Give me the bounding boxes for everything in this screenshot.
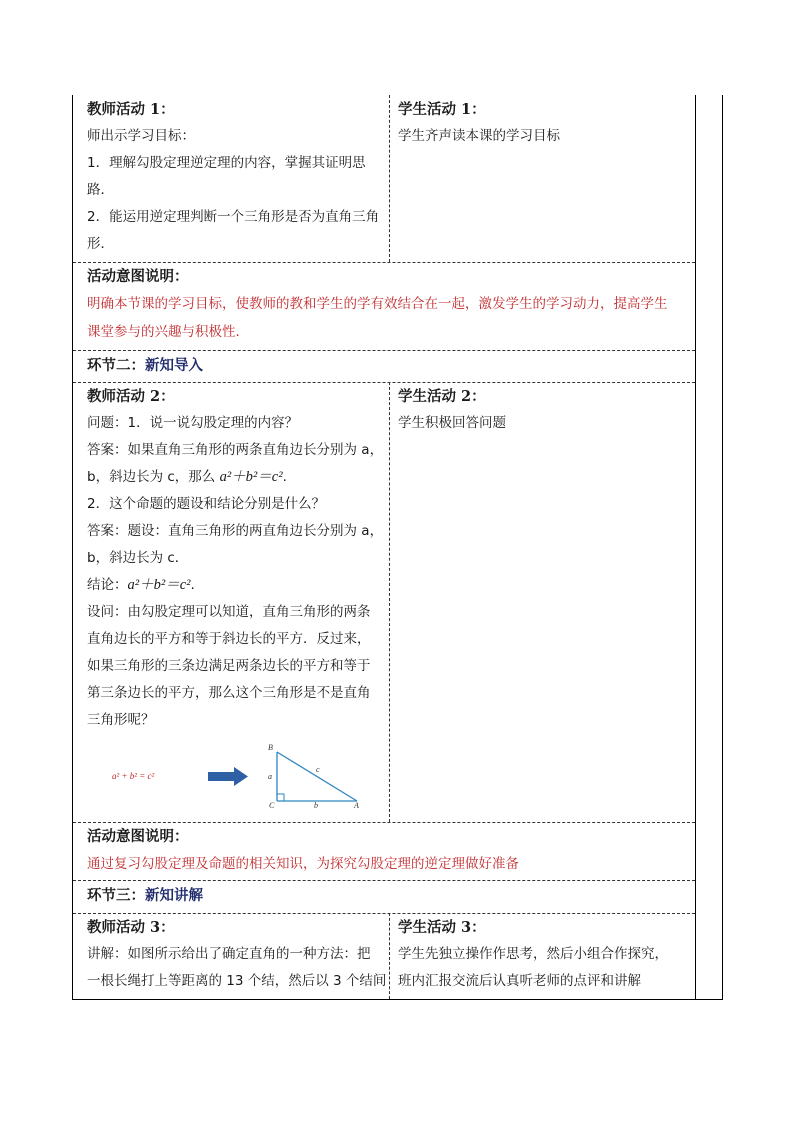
side-label-b: b [314,801,318,810]
conclusion-label: 结论： [87,577,128,593]
question-3-line: 直角边长的平方和等于斜边长的平方．反过来， [87,631,371,647]
lesson-plan-table [72,95,723,1000]
answer-2-line: b，斜边长为 c． [87,550,189,566]
question-3-line: 三角形呢？ [87,712,155,728]
teacher-activity-3 [87,914,387,995]
section-3-heading [87,882,203,909]
vertex-label-c: C [269,801,275,810]
conclusion-line [87,572,387,599]
vertex-label-b: B [268,743,273,752]
student-activity-2 [398,383,688,437]
arrow-icon [208,767,248,786]
teacher-activity-3-line: 一根长绳打上等距离的 13 个结，然后以 3 个结间 [87,973,387,989]
table-border-left [72,95,73,1000]
conclusion-formula: a²＋b²＝c² [127,577,191,593]
answer-1-end: . [282,469,287,485]
diagram-formula: a² + b² = c² [112,771,155,781]
student-activity-3-heading: 学生活动 3： [398,919,486,936]
question-3-line: 设问：由勾股定理可以知道，直角三角形的两条 [87,604,371,620]
activity-intent-2 [87,823,687,878]
triangle-shape [277,752,357,801]
answer-1-line [87,464,387,491]
answer-1-text: b，斜边长为 c，那么 [87,469,220,485]
student-activity-3-line: 班内汇报交流后认真听老师的点评和讲解 [398,973,641,989]
column-divider [389,382,390,822]
section-2-title: 新知导入 [145,357,203,374]
pythagorean-formula: a²＋b²＝c² [219,469,283,485]
answer-1-line: 答案：如果直角三角形的两条直角边长分别为 a， [87,442,384,458]
table-border-right [722,95,723,1000]
teacher-activity-1-heading: 教师活动 1： [87,101,175,118]
teacher-activity-1 [87,96,387,258]
section-2-prefix: 环节二： [87,357,145,374]
question-3-line: 第三条边长的平方，那么这个三角形是不是直角 [87,685,371,701]
student-activity-1-line: 学生齐声读本课的学习目标 [398,128,560,144]
activity-intent-1-heading: 活动意图说明： [87,268,189,285]
teacher-activity-3-line: 讲解：如图所示给出了确定直角的一种方法：把 [87,946,371,962]
student-activity-3-line: 学生先独立操作作思考，然后小组合作探究， [398,946,668,962]
section-3-title: 新知讲解 [145,887,203,904]
side-label-a: a [268,772,272,781]
question-1: 问题：1．说一说勾股定理的内容？ [87,415,299,431]
activity-intent-1-line: 课堂参与的兴趣与积极性． [87,324,249,340]
teacher-activity-1-line: 师出示学习目标： [87,128,195,144]
row-divider [73,350,695,351]
student-activity-1-heading: 学生活动 1： [398,101,486,118]
table-border-bottom [72,999,723,1000]
teacher-activity-1-line: 形． [87,236,114,252]
teacher-activity-1-line: 2．能运用逆定理判断一个三角形是否为直角三角 [87,209,380,225]
teacher-activity-2 [87,383,387,734]
row-divider [73,880,695,881]
activity-intent-1-line: 明确本节课的学习目标，使教师的教和学生的学有效结合在一起，激发学生的学习动力，提高学生 [87,296,668,312]
section-3-prefix: 环节三： [87,887,145,904]
right-triangle-diagram [102,740,372,810]
question-2: 2．这个命题的题设和结论分别是什么？ [87,496,326,512]
column-divider [389,913,390,999]
question-3-line: 如果三角形的三条边满足两条边长的平方和等于 [87,658,371,674]
section-2-heading [87,352,203,379]
answer-2-line: 答案：题设：直角三角形的两直角边长分别为 a， [87,523,384,539]
activity-intent-1 [87,263,687,346]
student-activity-2-heading: 学生活动 2： [398,388,486,405]
side-label-c: c [316,765,320,774]
student-activity-1 [398,96,688,150]
column-divider [389,95,390,262]
activity-intent-2-line: 通过复习勾股定理及命题的相关知识，为探究勾股定理的逆定理做好准备 [87,856,519,872]
table-inner-border [695,95,696,1000]
activity-intent-2-heading: 活动意图说明： [87,828,189,845]
teacher-activity-1-line: 路． [87,182,114,198]
student-activity-3 [398,914,688,995]
student-activity-2-line: 学生积极回答问题 [398,415,506,431]
conclusion-end: . [190,577,195,593]
teacher-activity-1-line: 1．理解勾股定理逆定理的内容，掌握其证明思 [87,155,366,171]
vertex-label-a: A [354,801,359,810]
teacher-activity-2-heading: 教师活动 2： [87,388,175,405]
teacher-activity-3-heading: 教师活动 3： [87,919,175,936]
